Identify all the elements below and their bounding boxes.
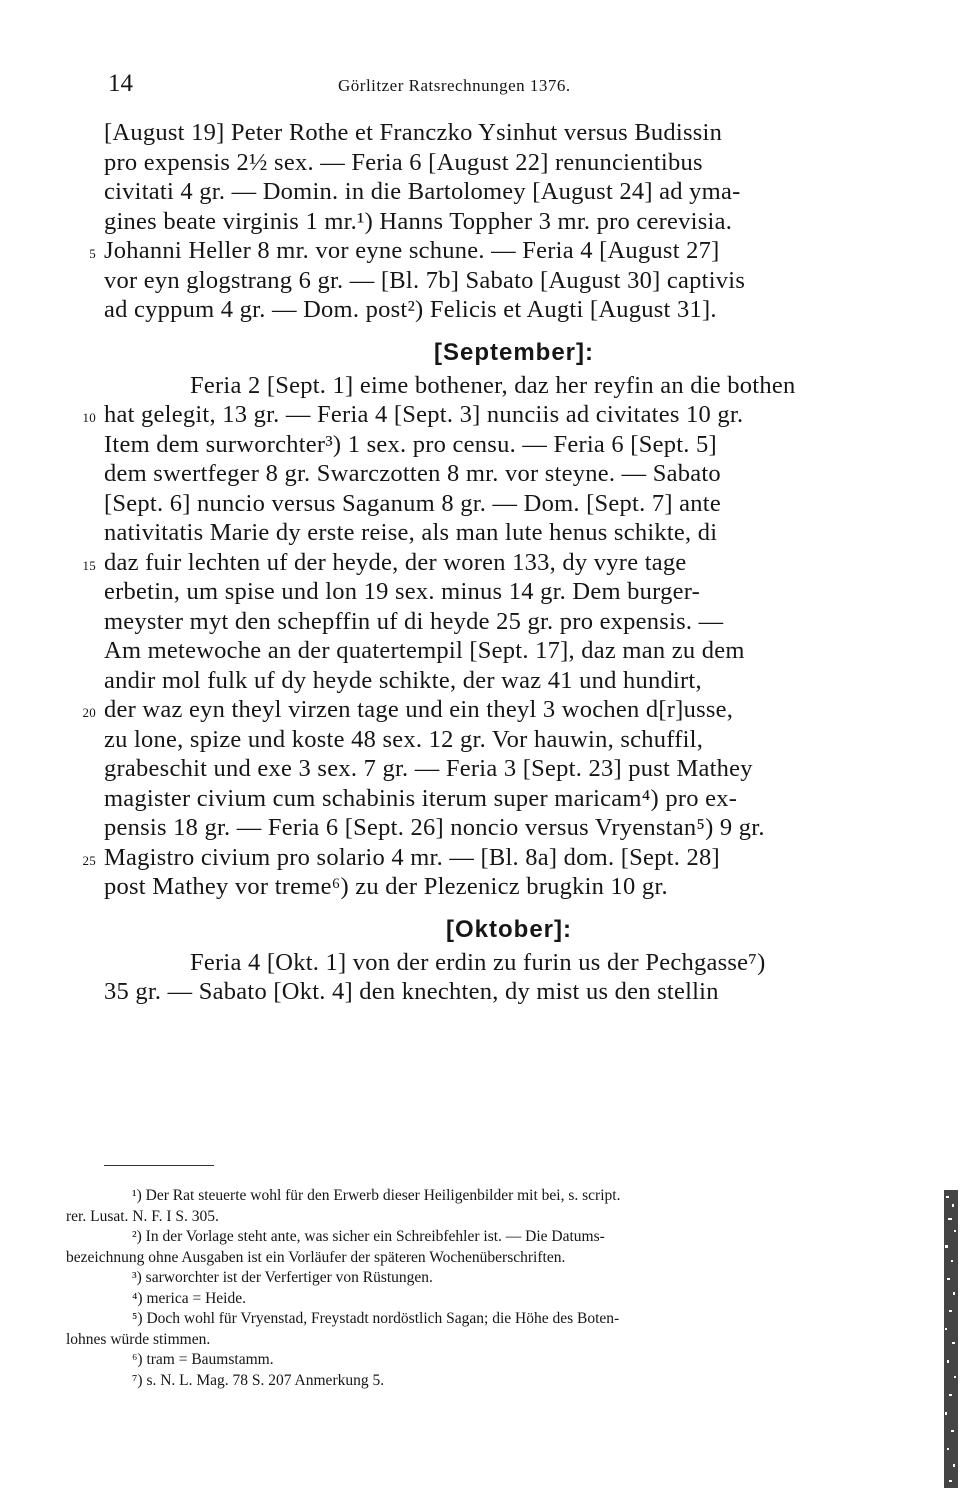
line-text: daz fuir lechten uf der heyde, der woren 133, dy vyre tage <box>104 548 687 576</box>
line-text: magister civium cum schabinis iterum super maricam⁴) pro ex- <box>104 784 738 812</box>
text-line <box>104 266 904 296</box>
text-line <box>104 295 904 325</box>
line-text: Item dem surworchter³) 1 sex. pro censu. — Feria 6 [Sept. 5] <box>104 430 717 458</box>
running-head: Görlitzer Ratsrechnungen 1376. <box>338 76 571 95</box>
footnote-line: ⁴) merica = Heide. <box>132 1289 246 1307</box>
line-text: Magistro civium pro solario 4 mr. — [Bl. 8a] dom. [Sept. 28] <box>104 843 720 871</box>
footnote-line: ³) sarworchter ist der Verfertiger von Rüstungen. <box>132 1269 433 1286</box>
footnotes <box>66 1186 906 1391</box>
line-text: dem swertfeger 8 gr. Swarczotten 8 mr. vor steyne. — Sabato <box>104 460 721 487</box>
footnote-line: ⁶) tram = Baumstamm. <box>132 1351 274 1368</box>
line-text: ad cyppum 4 gr. — Dom. post²) Felicis et Augti [August 31]. <box>104 296 717 323</box>
text-line <box>104 577 904 607</box>
text-line <box>104 977 904 1007</box>
text-line <box>104 430 904 460</box>
footnote-line: rer. Lusat. N. F. I S. 305. <box>66 1207 219 1225</box>
text-line <box>104 371 904 401</box>
line-text: meyster myt den schepffin uf di heyde 25 gr. pro expensis. — <box>104 607 724 635</box>
line-text: andir mol fulk uf dy heyde schikte, der waz 41 und hundirt, <box>104 666 702 694</box>
line-text: nativitatis Marie dy erste reise, als man lute henus schikte, di <box>104 519 718 546</box>
text-line <box>82 843 904 873</box>
text-line <box>89 236 904 266</box>
line-text: erbetin, um spise und lon 19 sex. minus 14 gr. Dem burger- <box>104 578 701 605</box>
footnote-line: ²) In der Vorlage steht ante, was sicher ein Schreibfehler ist. — Die Datums- <box>132 1228 605 1245</box>
line-text: vor eyn glogstrang 6 gr. — [Bl. 7b] Sabato [August 30] captivis <box>104 266 746 294</box>
footnote-line: lohnes würde stimmen. <box>66 1330 211 1348</box>
line-text: Am metewoche an der quatertempil [Sept. 17], daz man zu dem <box>104 637 745 664</box>
footnote-line: ¹) Der Rat steuerte wohl für den Erwerb dieser Heiligenbilder mit bei, s. script. <box>132 1187 621 1204</box>
line-text: Feria 4 [Okt. 1] von der erdin zu furin us der Pechgasse⁷) <box>190 948 766 976</box>
text-line <box>104 872 904 902</box>
text-line <box>104 177 904 207</box>
text-line <box>104 518 904 548</box>
line-text: Johanni Heller 8 mr. vor eyne schune. — Feria 4 [August 27] <box>104 237 720 264</box>
text-line <box>82 400 904 430</box>
footnote-line: ⁵) Doch wohl für Vryenstad, Freystadt nordöstlich Sagan; die Höhe des Boten- <box>132 1310 620 1327</box>
oktober-heading: [Oktober]: <box>446 915 572 943</box>
footnote-line: ⁷) s. N. L. Mag. 78 S. 207 Anmerkung 5. <box>132 1371 385 1389</box>
line-text: [Sept. 6] nuncio versus Saganum 8 gr. — Dom. [Sept. 7] ante <box>104 489 721 517</box>
footnote-line: bezeichnung ohne Ausgaben ist ein Vorläufer der späteren Wochenüberschriften. <box>66 1248 566 1266</box>
text-line <box>104 948 904 978</box>
line-text: zu lone, spize und koste 48 sex. 12 gr. Vor hauwin, schuffil, <box>104 725 704 753</box>
text-line <box>104 636 904 666</box>
line-text: post Mathey vor treme⁶) zu der Plezenicz brugkin 10 gr. <box>104 873 668 900</box>
line-number: 10 <box>82 410 96 425</box>
text-line <box>104 207 904 237</box>
line-number: 20 <box>82 705 96 720</box>
line-number: 15 <box>82 557 96 573</box>
text-line <box>104 118 904 148</box>
september-heading: [September]: <box>433 338 595 366</box>
text-line <box>104 813 904 843</box>
line-text: 35 gr. — Sabato [Okt. 4] den knechten, dy mist us den stellin <box>104 978 719 1005</box>
oktober-entries <box>104 948 904 1007</box>
line-text: civitati 4 gr. — Domin. in die Bartolomey [August 24] ad yma- <box>104 178 741 205</box>
text-line <box>82 548 904 578</box>
line-text: gines beate virginis 1 mr.¹) Hanns Toppher 3 mr. pro cerevisia. <box>104 207 733 235</box>
text-line <box>104 666 904 696</box>
line-text: der waz eyn theyl virzen tage und ein theyl 3 wochen d[r]usse, <box>104 696 734 723</box>
text-line <box>104 754 904 784</box>
text-line <box>104 607 904 637</box>
page-number: 14 <box>108 70 133 97</box>
line-number: 5 <box>89 246 96 261</box>
text-line <box>82 695 904 725</box>
main-text <box>82 118 904 1007</box>
text-line <box>104 725 904 755</box>
scan-edge-pattern <box>930 1190 958 1488</box>
line-text: grabeschit und exe 3 sex. 7 gr. — Feria 3 [Sept. 23] pust Mathey <box>104 755 753 782</box>
page-header <box>108 70 908 100</box>
text-line <box>104 489 904 519</box>
line-text: [August 19] Peter Rothe et Franczko Ysinhut versus Budissin <box>104 119 723 146</box>
september-entries <box>82 371 904 902</box>
text-line <box>104 148 904 178</box>
text-line <box>104 459 904 489</box>
line-number: 25 <box>82 852 96 868</box>
line-text: pensis 18 gr. — Feria 6 [Sept. 26] noncio versus Vryenstan⁵) 9 gr. <box>104 814 765 841</box>
text-line <box>104 784 904 814</box>
line-text: pro expensis 2½ sex. — Feria 6 [August 22] renuncientibus <box>104 148 703 176</box>
line-text: Feria 2 [Sept. 1] eime bothener, daz her reyfin an die bothen <box>190 371 796 399</box>
line-text: hat gelegit, 13 gr. — Feria 4 [Sept. 3] nunciis ad civitates 10 gr. <box>104 401 744 428</box>
august-entries <box>89 118 904 325</box>
footnote-separator <box>104 1165 214 1166</box>
